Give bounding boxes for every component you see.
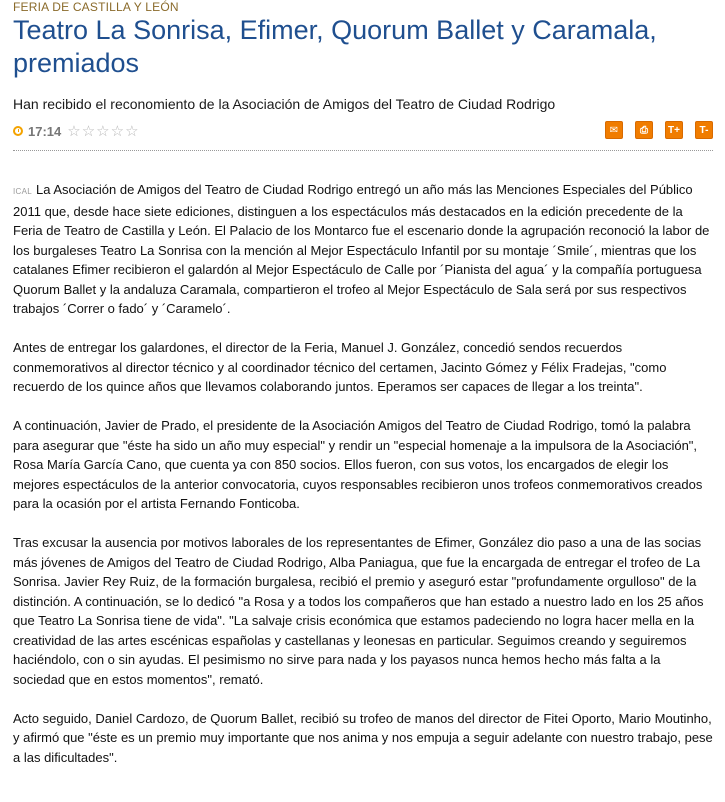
- article-paragraph: Acto seguido, Daniel Cardozo, de Quorum Ballet, recibió su trofeo de manos del director de Fitei Oporto, Mario Moutinho, y afirmó que "éste es un premio muy importante que nos anima y nos empuja a seguir adelante con nuestro trabajo, pese a las dificultades".: [13, 710, 713, 765]
- article-meta: [13, 121, 139, 141]
- article-paragraph: A continuación, Javier de Prado, el presidente de la Asociación Amigos del Teatro de Ciudad Rodrigo, tomó la palabra para asegurar que "éste ha sido un año muy especial" y rendir un "especial homenaje a la impulsora de la Asociación", Rosa María García Cano, que cuenta ya con 850 socios. Ellos fueron, con sus votos, los encargados de elegir los mejores espectáculos de la anterior convocatoria, cuyos responsables recibieron unos trofeos conmemorativos creados para la ocasión por el artista Fernando Fonticoba.: [13, 418, 703, 511]
- paragraph-text: La Asociación de Amigos del Teatro de Ciudad Rodrigo entregó un año más las Menciones Especiales del Público 2011 que, desde hace siete ediciones, distinguen a los espectáculos más destacados en la edición precedente de la Feria de Teatro de Castilla y León. El Palacio de los Montarco fue el escenario donde la agrupación reconoció la labor de los burgaleses Teatro La Sonrisa con la mención al Mejor Espectáculo Infantil por su montaje ´Smile´, mientras que los catalanes Efimer recibieron el galardón al Mejor Espectáculo de Calle por ´Pianista del agua´ y la compañía portuguesa Quorum Ballet y la andaluza Caramala, compartieron el trofeo al Mejor Espectáculo de Sala será por sus respectivos trabajos ´Correr o fado´ y ´Caramelo´.: [13, 182, 710, 316]
- text-larger-icon[interactable]: T+: [665, 121, 683, 139]
- section-kicker[interactable]: FERIA DE CASTILLA Y LEÓN: [13, 0, 179, 14]
- star-icon[interactable]: ☆: [67, 122, 81, 140]
- divider: [13, 150, 713, 151]
- star-icon[interactable]: ☆: [125, 122, 139, 140]
- article-headline: Teatro La Sonrisa, Efimer, Quorum Ballet y Caramala, premiados: [13, 15, 657, 78]
- email-icon[interactable]: ✉: [605, 121, 623, 139]
- article-body: [13, 180, 713, 787]
- text-smaller-icon[interactable]: T-: [695, 121, 713, 139]
- source-tag: ICAL: [13, 187, 32, 196]
- article-tools: [605, 121, 713, 139]
- star-icon[interactable]: ☆: [96, 122, 110, 140]
- publish-time: 17:14: [28, 123, 62, 139]
- article-subtitle: Han recibido el reconomiento de la Asociación de Amigos del Teatro de Ciudad Rodrigo: [13, 96, 556, 112]
- article-paragraph: Tras excusar la ausencia por motivos laborales de los representantes de Efimer, González dio paso a una de las socias más jóvenes de Amigos del Teatro de Ciudad Rodrigo, Alba Paniagua, que fue la encargada de entregar el trofeo de La Sonrisa. Javier Rey Ruiz, de la formación burgalesa, recibió el premio y aseguró estar "profundamente orgulloso" de la distinción. A continuación, se lo dedicó "a Rosa y a todos los compañeros que han estado a nuestro lado en los 25 años que Teatro La Sonrisa tiene de vida". "La salvaje crisis económica que estamos padeciendo no logra hacer mella en la creatividad de las artes escénicas españolas y castellanas y leonesas en particular. Seguimos creando y seguiremos haciéndolo, con o sin ayudas. El pesimismo no sirve para nada y los payasos nunca hemos hecho más falta a la sociedad que en estos momentos", remató.: [13, 535, 704, 687]
- article-paragraph: Antes de entregar los galardones, el director de la Feria, Manuel J. González, concedió sendos recuerdos conmemorativos al director técnico y al coordinador técnico del certamen, Jacinto Gómez y Félix Fradejas, "como recuerdo de los quince años que llevamos colaborando juntos. Eperamos ser capaces de llegar a los treinta".: [13, 340, 667, 394]
- article-paragraph: [13, 180, 713, 319]
- star-icon[interactable]: ☆: [81, 122, 96, 140]
- print-icon[interactable]: ⎙: [635, 121, 653, 139]
- rating-stars[interactable]: [67, 124, 138, 139]
- clock-icon: [13, 126, 23, 136]
- star-icon[interactable]: ☆: [110, 122, 125, 140]
